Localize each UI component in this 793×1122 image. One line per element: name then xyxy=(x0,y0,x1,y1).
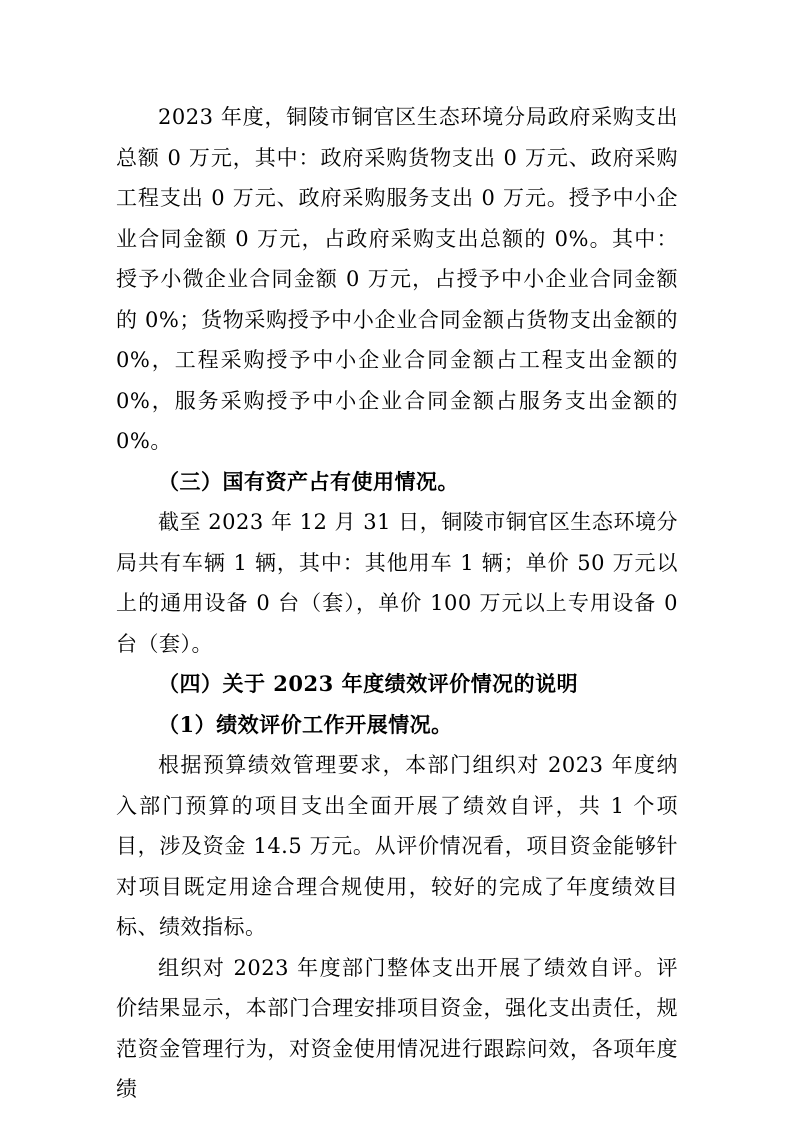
heading-state-assets: （三）国有资产占有使用情况。 xyxy=(158,468,459,494)
paragraph-procurement: 2023 年度，铜陵市铜官区生态环境分局政府采购支出总额 0 万元，其中：政府采购货物支出 0 万元、政府采购工程支出 0 万元、政府采购服务支出 0 万元。授予中小企业合同金额 0 万元，占政府采购支出总额的 0%。其中：授予小微企业合同金额 0 万元，占授予中小企业合同金额的 0%；货物采购授予中小企业合同金额占货物支出金额的 0%，工程采购授予中小企业合同金额占工程支出金额的 0%，服务采购授予中小企业合同金额占服务支出金额的 0%。 xyxy=(116,105,678,453)
paragraph-overall-evaluation: 组织对 2023 年度部门整体支出开展了绩效自评。评价结果显示，本部门合理安排项目资金，强化支出责任，规范资金管理行为，对资金使用情况进行跟踪问效，各项年度绩 xyxy=(116,955,678,1101)
heading-performance-evaluation: （四）关于 2023 年度绩效评价情况的说明 xyxy=(158,671,579,696)
heading-evaluation-work: （1）绩效评价工作开展情况。 xyxy=(158,711,453,737)
paragraph-project-evaluation: 根据预算绩效管理要求，本部门组织对 2023 年度纳入部门预算的项目支出全面开展了绩效自评，共 1 个项目，涉及资金 14.5 万元。从评价情况看，项目资金能够针对项目既定用途合理合规使用，较好的完成了年度绩效目标、绩效指标。 xyxy=(116,753,678,939)
paragraph-vehicles: 截至 2023 年 12 月 31 日，铜陵市铜官区生态环境分局共有车辆 1 辆，其中：其他用车 1 辆；单价 50 万元以上的通用设备 0 台（套），单价 100 万元以上专用设备 0 台（套）。 xyxy=(116,510,678,656)
document-page xyxy=(116,97,678,1110)
